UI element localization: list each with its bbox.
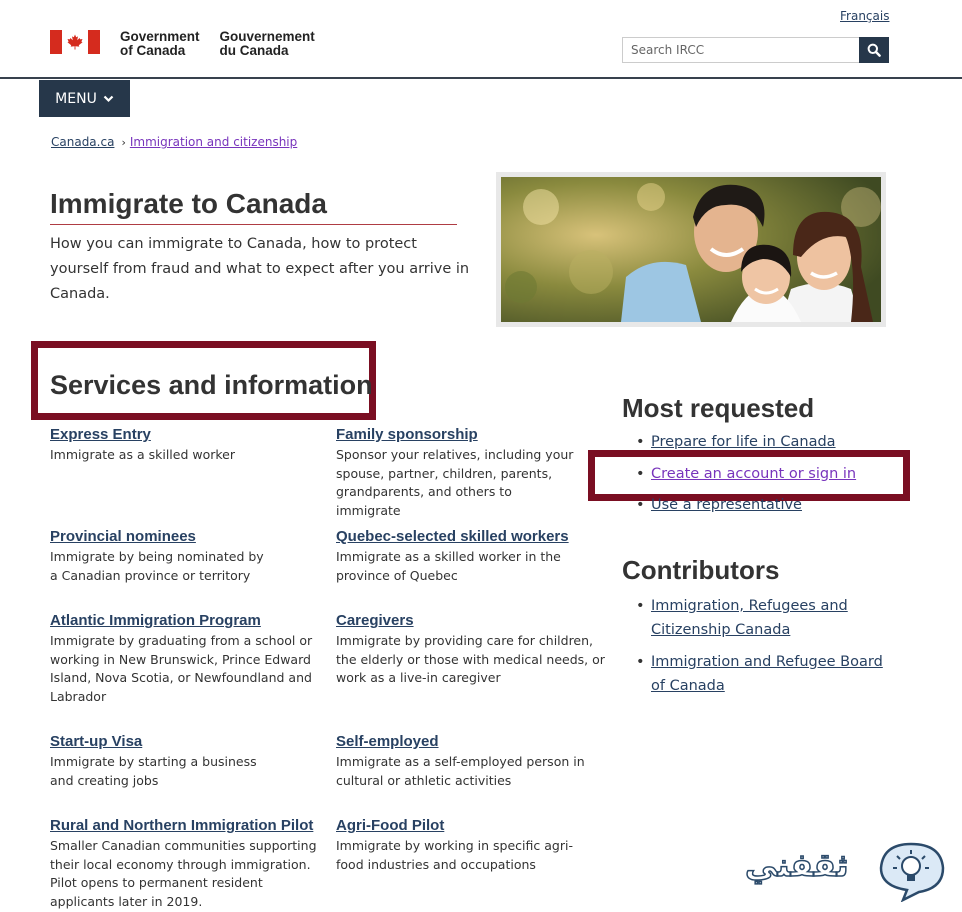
breadcrumb [51, 135, 297, 149]
service-description: Immigrate by starting a business and creating jobs [50, 754, 257, 788]
hero-family-photo [496, 172, 886, 327]
government-signature[interactable] [50, 30, 315, 58]
chevron-down-icon [103, 95, 114, 103]
provincial-nominees-link[interactable]: Provincial nominees [50, 528, 196, 545]
list-item [636, 466, 856, 498]
service-description: Immigrate by being nominated by a Canadian province or territory [50, 549, 264, 583]
prepare-for-life-link[interactable]: Prepare for life in Canada [651, 434, 836, 450]
service-item-atlantic-immigration [50, 612, 320, 706]
caregivers-link[interactable]: Caregivers [336, 612, 414, 629]
service-item-provincial-nominees [50, 528, 275, 585]
service-item-express-entry [50, 426, 320, 465]
service-description: Immigrate as a self-employed person in cultural or athletic activities [336, 754, 585, 788]
service-item-startup-visa [50, 733, 280, 790]
header-divider [0, 77, 962, 79]
list-item [636, 650, 896, 698]
contributors-list [636, 594, 896, 706]
service-item-quebec-skilled-workers [336, 528, 606, 585]
menu-button[interactable] [39, 80, 130, 117]
search-button[interactable] [859, 37, 889, 63]
page-title: Immigrate to Canada [50, 188, 457, 225]
contributors-heading: Contributors [622, 555, 780, 585]
list-item [636, 594, 896, 642]
services-heading: Services and information [50, 370, 373, 400]
quebec-skilled-workers-link[interactable]: Quebec-selected skilled workers [336, 528, 569, 545]
self-employed-link[interactable]: Self-employed [336, 733, 439, 750]
service-item-agri-food-pilot [336, 817, 596, 874]
maple-leaf-icon [67, 34, 83, 50]
breadcrumb-immigration-link[interactable]: Immigration and citizenship [129, 135, 298, 149]
service-description: Sponsor your relatives, including your spouse, partner, children, parents, grandparents, and others to immigrate [336, 447, 574, 518]
create-account-sign-in-link[interactable]: Create an account or sign in [651, 465, 857, 482]
service-description: Immigrate by working in specific agri-food industries and occupations [336, 838, 573, 872]
service-description: Immigrate as a skilled worker in the province of Quebec [336, 549, 561, 583]
service-description: Immigrate by graduating from a school or working in New Brunswick, Prince Edward Island, Nova Scotia, or Newfoundland and Labrador [50, 633, 313, 704]
service-description: Immigrate as a skilled worker [50, 447, 235, 462]
ircc-link[interactable]: Immigration, Refugees and Citizenship Canada [651, 598, 848, 638]
search-icon [867, 43, 881, 57]
search-input[interactable] [622, 37, 859, 63]
atlantic-immigration-link[interactable]: Atlantic Immigration Program [50, 612, 261, 629]
chevron-right-icon: › [121, 135, 126, 149]
service-item-self-employed [336, 733, 586, 790]
service-description: Immigrate by providing care for children, the elderly or those with medical needs, or work as a live-in caregiver [336, 633, 605, 686]
most-requested-list [636, 434, 856, 529]
watermark-logo [745, 838, 950, 908]
list-item [636, 434, 856, 466]
service-item-family-sponsorship [336, 426, 576, 520]
agri-food-pilot-link[interactable]: Agri-Food Pilot [336, 817, 445, 834]
startup-visa-link[interactable]: Start-up Visa [50, 733, 143, 750]
menu-label: MENU [55, 90, 97, 107]
canada-flag-icon [50, 30, 100, 54]
service-item-caregivers [336, 612, 606, 688]
service-description: Smaller Canadian communities supporting their local economy through immigration. Pilot opens to permanent resident applicants later in 2019. [50, 838, 317, 909]
most-requested-heading: Most requested [622, 393, 815, 423]
breadcrumb-canada-link[interactable]: Canada.ca [51, 135, 115, 149]
lightbulb-icon [875, 840, 947, 902]
gov-name-english: Government of Canada [120, 29, 200, 58]
family-sponsorship-link[interactable]: Family sponsorship [336, 426, 478, 443]
watermark-text: ثقفني [745, 846, 849, 884]
language-toggle-link[interactable]: Français [840, 9, 890, 23]
search-form [622, 37, 889, 63]
irb-link[interactable]: Immigration and Refugee Board of Canada [651, 654, 883, 694]
express-entry-link[interactable]: Express Entry [50, 426, 151, 443]
list-item [636, 497, 856, 529]
gov-name-french: Gouvernement du Canada [219, 29, 315, 58]
service-item-rural-northern-pilot [50, 817, 320, 911]
use-representative-link[interactable]: Use a representative [651, 497, 802, 513]
page-intro: How you can immigrate to Canada, how to protect yourself from fraud and what to expect after you arrive in Canada. [50, 236, 470, 302]
rural-northern-pilot-link[interactable]: Rural and Northern Immigration Pilot [50, 817, 314, 834]
